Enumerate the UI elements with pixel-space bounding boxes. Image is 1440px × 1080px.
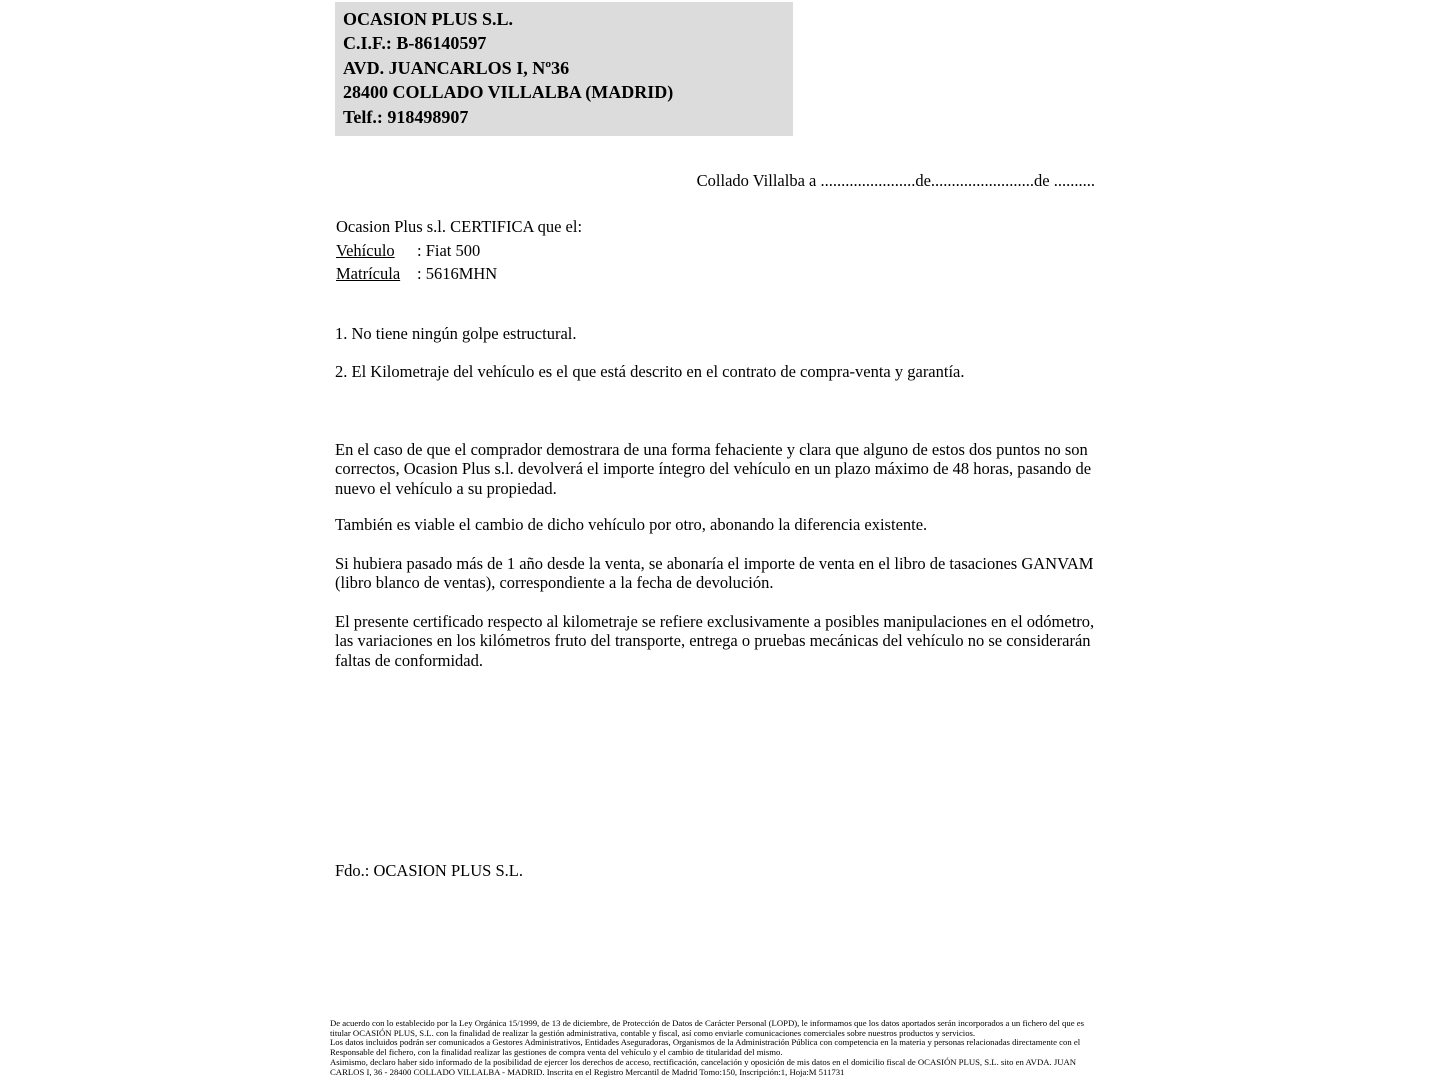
legal-footer	[330, 1019, 1102, 1077]
legal-paragraph-data-sharing: Los datos incluidos podrán ser comunicados a Gestores Administrativos, Entidades Aseguradoras, Organismos de la Administración Pública con competencia en la materia y personas relacionadas directamente con el Responsable del fichero, con la finalidad realizar las gestiones de compra venta del vehículo y el cambio de titularidad del mismo.	[330, 1037, 1081, 1058]
company-phone: Telf.: 918498907	[343, 106, 469, 127]
legal-paragraph-rights: Asimismo, declaro haber sido informado de la posibilidad de ejercer los derechos de acceso, rectificación, cancelación y oposición de mis datos en el domicilio fiscal de OCASIÓN PLUS, S.L. sito en AVDA. JUAN CARLOS I, 36 - 28400 COLLADO VILLALBA - MADRID. Inscrita en el Registro Mercantil de Madrid Tomo:150, Inscripción:1, Hoja:M 511731	[330, 1056, 1077, 1077]
vehicle-row	[336, 239, 582, 263]
company-cif: C.I.F.: B-86140597	[343, 33, 487, 54]
certify-intro: Ocasion Plus s.l. CERTIFICA que el:	[336, 217, 583, 236]
legal-paragraph-lopd: De acuerdo con lo establecido por la Ley Orgánica 15/1999, de 13 de diciembre, de Protección de Datos de Carácter Personal (LOPD), le informamos que los datos aportados serán incorporados a un fichero del que es titular OCASIÓN PLUS, S.L. con la finalidad de realizar la gestión administrativa, contable y fiscal, así como enviarle comunicaciones comerciales sobre nuestros productos y servicios.	[330, 1018, 1084, 1038]
date-line: Collado Villalba a .......................de.........................de ..........	[696, 171, 1095, 190]
company-city: 28400 COLLADO VILLALBA (MADRID)	[343, 82, 674, 103]
point-mileage: 2. El Kilometraje del vehículo es el que está descrito en el contrato de compra-venta y garantía.	[335, 362, 965, 381]
vehicle-label: Vehículo	[336, 240, 395, 260]
company-address: AVD. JUANCARLOS I, Nº36	[343, 57, 570, 78]
company-header	[335, 2, 793, 136]
plate-label: Matrícula	[336, 264, 401, 283]
plate-value: : 5616MHN	[417, 264, 498, 283]
vehicle-value: : Fiat 500	[417, 240, 481, 260]
signature-line: Fdo.: OCASION PLUS S.L.	[335, 861, 523, 880]
paragraph-ganvam: Si hubiera pasado más de 1 año desde la venta, se abonaría el importe de venta en el libro de tasaciones GANVAM (libro blanco de ventas), correspondiente a la fecha de devolución.	[335, 554, 1094, 593]
paragraph-refund: En el caso de que el comprador demostrara de una forma fehaciente y clara que alguno de estos dos puntos no son correctos, Ocasion Plus s.l. devolverá el importe íntegro del vehículo en un plazo máximo de 48 horas, pasando de nuevo el vehículo a su propiedad.	[335, 440, 1092, 498]
plate-row	[336, 262, 582, 286]
paragraph-odometer: El presente certificado respecto al kilometraje se refiere exclusivamente a posibles manipulaciones en el odómetro, las variaciones en los kilómetros fruto del transporte, entrega o pruebas mecánicas del vehículo no se considerarán faltas de conformidad.	[335, 612, 1095, 670]
company-name: OCASION PLUS S.L.	[343, 9, 514, 29]
point-structural: 1. No tiene ningún golpe estructural.	[335, 324, 577, 343]
certify-block	[336, 215, 582, 286]
paragraph-exchange: También es viable el cambio de dicho vehículo por otro, abonando la diferencia existente.	[335, 515, 928, 534]
